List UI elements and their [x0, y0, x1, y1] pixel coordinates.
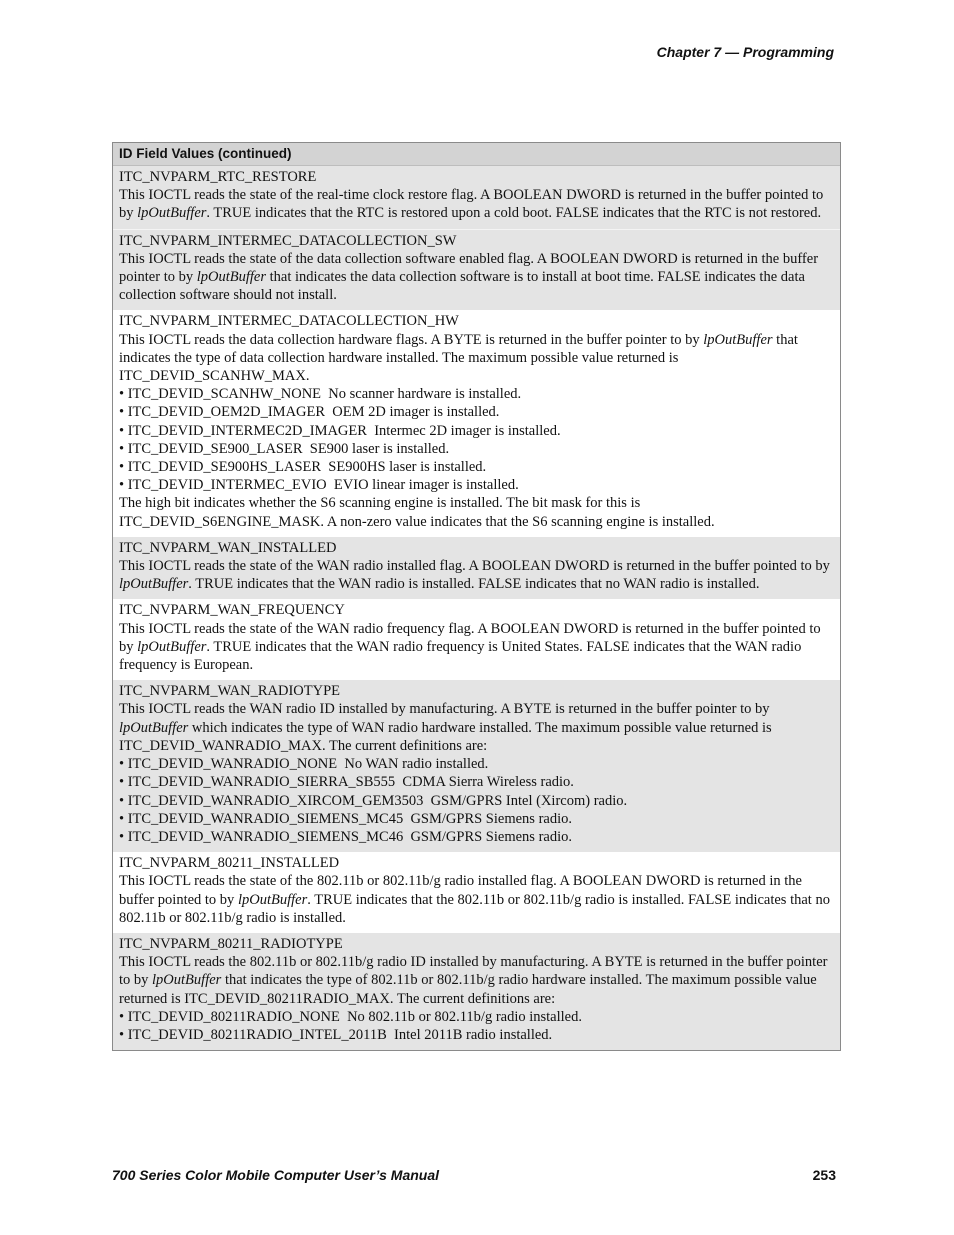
bullet-item: • ITC_DEVID_WANRADIO_SIEMENS_MC45 GSM/GPRS Siemens radio. [119, 810, 572, 827]
entry-name: ITC_NVPARM_RTC_RESTORE [119, 169, 317, 185]
bullet-item: • ITC_DEVID_SCANHW_NONE No scanner hardware is installed. [119, 386, 522, 403]
entry-name: ITC_NVPARM_WAN_INSTALLED [119, 539, 337, 556]
bullet-item: • ITC_DEVID_INTERMEC_EVIO EVIO linear imager is installed. [119, 477, 519, 494]
bullet-item: • ITC_DEVID_WANRADIO_XIRCOM_GEM3503 GSM/GPRS Intel (Xircom) radio. [119, 792, 628, 809]
entry-name: ITC_NVPARM_80211_RADIOTYPE [119, 935, 343, 952]
entry-name: ITC_NVPARM_WAN_FREQUENCY [119, 602, 345, 619]
entry-description: This IOCTL reads the 802.11b or 802.11b/g radio ID installed by manufacturing. A BYTE is returned in the buffer pointer to by lpOutBuffer that indicates the type of 802.11b or 802.11b/g radio hardware installed. The maximum possible value returned is ITC_DEVID_80211RADIO_MAX. The current definitions are: [119, 954, 828, 1007]
entry-80211-radiotype [113, 933, 840, 1050]
entry-name: ITC_NVPARM_WAN_RADIOTYPE [119, 683, 341, 700]
bullet-item: • ITC_DEVID_WANRADIO_SIERRA_SB555 CDMA Sierra Wireless radio. [119, 774, 574, 791]
entry-description: This IOCTL reads the state of the 802.11b or 802.11b/g radio installed flag. A BOOLEAN DWORD is returned in the buffer pointed to by lpOutBuffer. TRUE indicates that the 802.11b or 802.11b/g radio is installed. FALSE indicates that no 802.11b or 802.11b/g radio is installed. [119, 873, 830, 926]
entry-wan-installed [113, 537, 840, 600]
entry-datacollection-hw [113, 310, 840, 536]
entry-description: This IOCTL reads the state of the real-time clock restore flag. A BOOLEAN DWORD is returned in the buffer pointed to by lpOutBuffer. TRUE indicates that the RTC is restored upon a cold boot. FALSE indicates that the RTC is not restored. [119, 187, 824, 222]
footer-page-number: 253 [812, 1167, 836, 1183]
entry-description: This IOCTL reads the state of the data collection software enabled flag. A BOOLEAN DWORD is returned in the buffer pointer to by lpOutBuffer that indicates the data collection software is to install at boot time. FALSE indicates the data collection software should not install. [119, 250, 819, 304]
footer-manual-title: 700 Series Color Mobile Computer User’s Manual [112, 1167, 440, 1183]
entry-description: This IOCTL reads the data collection hardware flags. A BYTE is returned in the buffer pointer to by lpOutBuffer that indicates the type of data collection hardware installed. The maximum possible value returned is ITC_DEVID_SCANHW_MAX. [119, 331, 798, 385]
bullet-item: • ITC_DEVID_SE900HS_LASER SE900HS laser is installed. [119, 459, 487, 476]
entry-description: This IOCTL reads the state of the WAN radio frequency flag. A BOOLEAN DWORD is returned in the buffer pointed to by lpOutBuffer. TRUE indicates that the WAN radio frequency is United States. FALSE indicates that the WAN radio frequency is European. [119, 620, 821, 674]
entry-note: The high bit indicates whether the S6 scanning engine is installed. The bit mask for this is ITC_DEVID_S6ENGINE_MASK. A non-zero value indicates that the S6 scanning engine is installed. [119, 495, 715, 530]
id-field-values-table [112, 142, 841, 1051]
entry-80211-installed [113, 852, 840, 933]
entry-name: ITC_NVPARM_INTERMEC_DATACOLLECTION_HW [119, 313, 459, 330]
entry-wan-frequency [113, 599, 840, 680]
entry-rtc-restore [113, 166, 840, 229]
bullet-item: • ITC_DEVID_80211RADIO_INTEL_2011B Intel 2011B radio installed. [119, 1026, 553, 1043]
running-head: Chapter 7 — Programming [656, 44, 834, 60]
entry-name: ITC_NVPARM_INTERMEC_DATACOLLECTION_SW [119, 232, 457, 249]
table-header: ID Field Values (continued) [113, 143, 840, 166]
bullet-item: • ITC_DEVID_WANRADIO_SIEMENS_MC46 GSM/GPRS Siemens radio. [119, 828, 572, 845]
bullet-item: • ITC_DEVID_OEM2D_IMAGER OEM 2D imager is installed. [119, 404, 500, 421]
bullet-item: • ITC_DEVID_SE900_LASER SE900 laser is installed. [119, 440, 450, 457]
bullet-item: • ITC_DEVID_INTERMEC2D_IMAGER Intermec 2D imager is installed. [119, 422, 561, 439]
entry-description: This IOCTL reads the WAN radio ID installed by manufacturing. A BYTE is returned in the buffer pointer to by lpOutBuffer which indicates the type of WAN radio hardware installed. The maximum possible value returned is ITC_DEVID_WANRADIO_MAX. The current definitions are: [119, 701, 772, 754]
bullet-item: • ITC_DEVID_80211RADIO_NONE No 802.11b or 802.11b/g radio installed. [119, 1008, 582, 1025]
entry-wan-radiotype [113, 680, 840, 852]
entry-name: ITC_NVPARM_80211_INSTALLED [119, 855, 340, 872]
bullet-item: • ITC_DEVID_WANRADIO_NONE No WAN radio installed. [119, 756, 489, 773]
entry-description: This IOCTL reads the state of the WAN radio installed flag. A BOOLEAN DWORD is returned in the buffer pointed to by lpOutBuffer. TRUE indicates that the WAN radio is installed. FALSE indicates that no WAN radio is installed. [119, 558, 830, 593]
entry-datacollection-sw [113, 229, 840, 311]
